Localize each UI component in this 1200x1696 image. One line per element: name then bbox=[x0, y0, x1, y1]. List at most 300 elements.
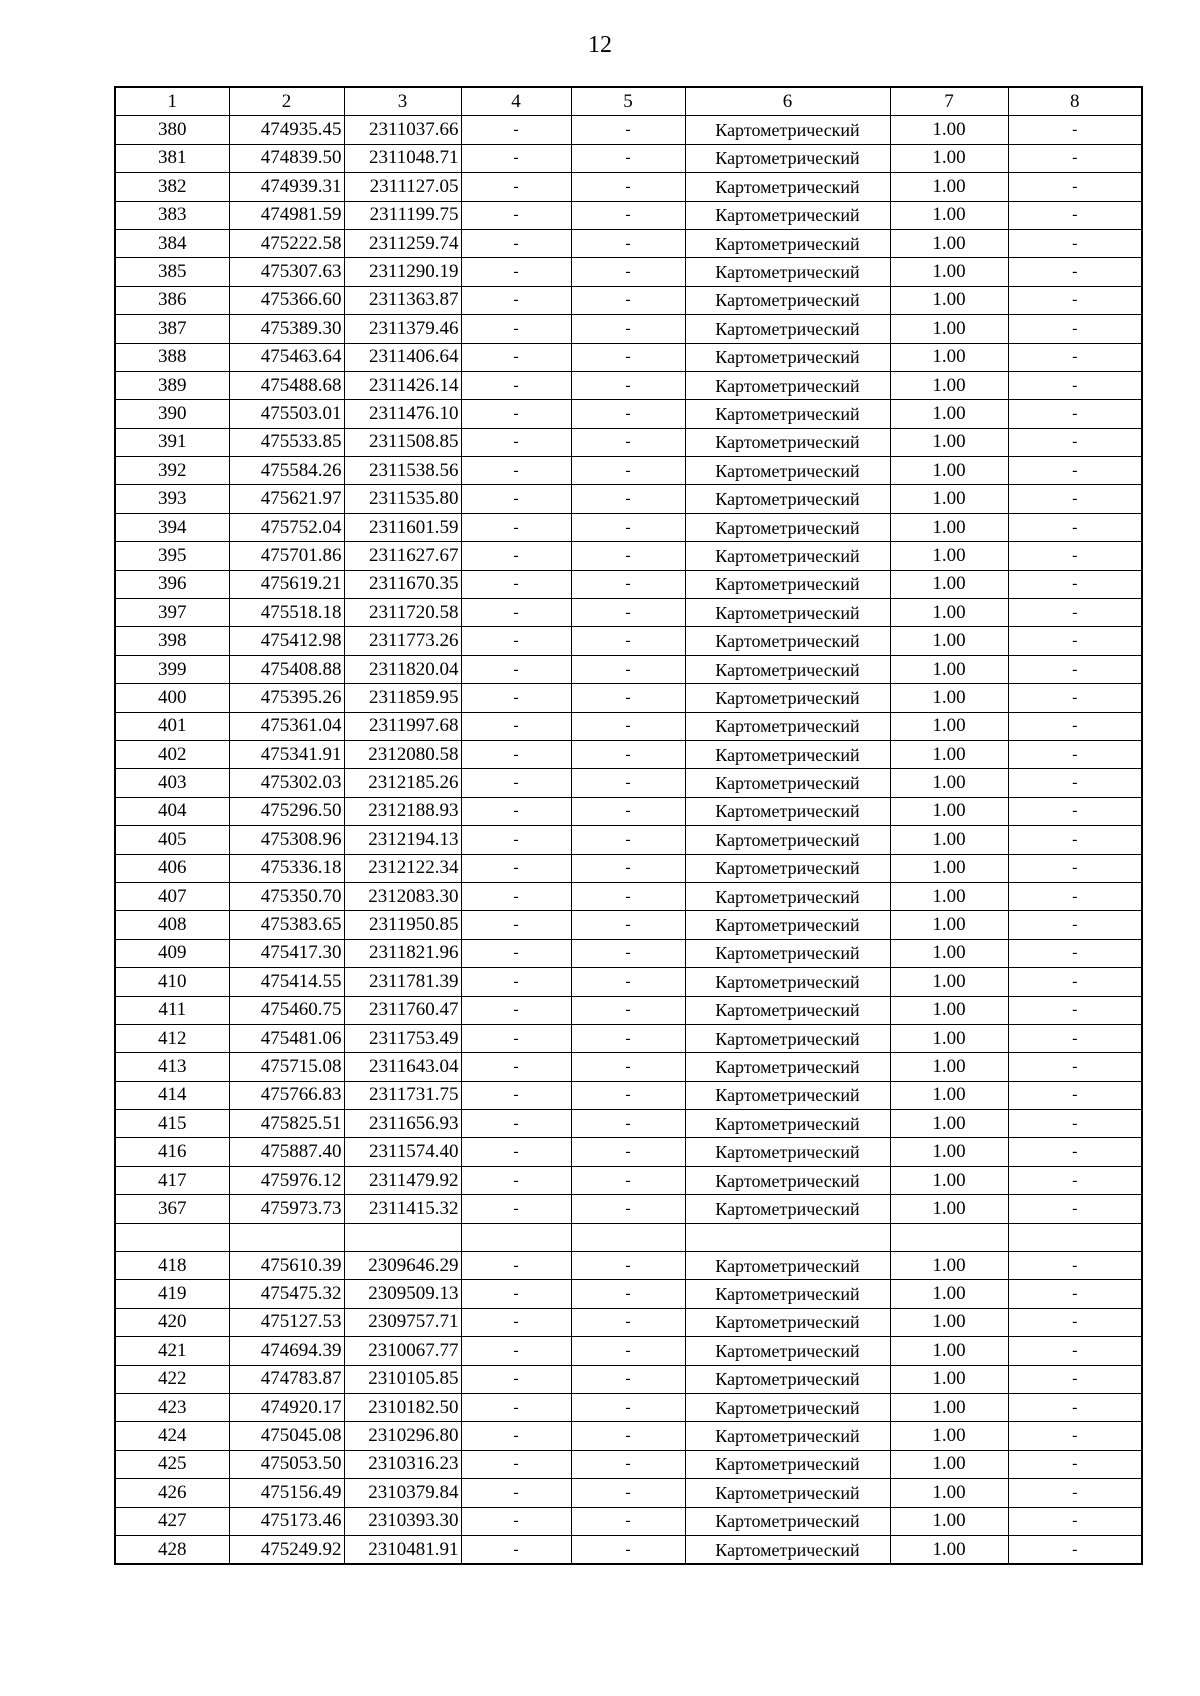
table-row bbox=[115, 229, 1142, 257]
x-coordinate-cell: 475973.73 bbox=[229, 1195, 344, 1223]
method-cell: Картометрический bbox=[685, 201, 890, 229]
col5-cell: - bbox=[571, 229, 685, 257]
accuracy-cell: 1.00 bbox=[890, 1195, 1008, 1223]
x-coordinate-cell: 475976.12 bbox=[229, 1166, 344, 1194]
method-cell: Картометрический bbox=[685, 144, 890, 172]
accuracy-cell: 1.00 bbox=[890, 286, 1008, 314]
method-cell: Картометрический bbox=[685, 854, 890, 882]
point-number-cell: 421 bbox=[115, 1337, 229, 1365]
x-coordinate-cell: 475518.18 bbox=[229, 599, 344, 627]
col8-cell: - bbox=[1008, 1252, 1142, 1280]
y-coordinate-cell: 2311479.92 bbox=[344, 1166, 461, 1194]
accuracy-cell: 1.00 bbox=[890, 570, 1008, 598]
table-row bbox=[115, 315, 1142, 343]
col5-cell: - bbox=[571, 911, 685, 939]
col4-cell: - bbox=[461, 1308, 571, 1336]
col8-cell: - bbox=[1008, 911, 1142, 939]
y-coordinate-cell: 2312083.30 bbox=[344, 882, 461, 910]
col4-cell bbox=[461, 1223, 571, 1251]
method-cell: Картометрический bbox=[685, 882, 890, 910]
col5-cell: - bbox=[571, 570, 685, 598]
method-cell: Картометрический bbox=[685, 968, 890, 996]
table-row bbox=[115, 996, 1142, 1024]
y-coordinate-cell: 2311820.04 bbox=[344, 655, 461, 683]
x-coordinate-cell: 475460.75 bbox=[229, 996, 344, 1024]
column-header: 8 bbox=[1008, 87, 1142, 116]
x-coordinate-cell: 475173.46 bbox=[229, 1507, 344, 1535]
x-coordinate-cell: 475395.26 bbox=[229, 684, 344, 712]
table-row bbox=[115, 343, 1142, 371]
accuracy-cell: 1.00 bbox=[890, 201, 1008, 229]
x-coordinate-cell: 475308.96 bbox=[229, 826, 344, 854]
point-number-cell: 409 bbox=[115, 939, 229, 967]
col8-cell: - bbox=[1008, 740, 1142, 768]
accuracy-cell: 1.00 bbox=[890, 343, 1008, 371]
y-coordinate-cell: 2311753.49 bbox=[344, 1024, 461, 1052]
point-number-cell: 412 bbox=[115, 1024, 229, 1052]
point-number-cell: 395 bbox=[115, 542, 229, 570]
x-coordinate-cell: 475752.04 bbox=[229, 513, 344, 541]
point-number-cell: 417 bbox=[115, 1166, 229, 1194]
y-coordinate-cell: 2311037.66 bbox=[344, 116, 461, 144]
accuracy-cell: 1.00 bbox=[890, 1337, 1008, 1365]
col8-cell bbox=[1008, 1223, 1142, 1251]
col8-cell: - bbox=[1008, 1110, 1142, 1138]
y-coordinate-cell: 2311406.64 bbox=[344, 343, 461, 371]
accuracy-cell: 1.00 bbox=[890, 485, 1008, 513]
col5-cell: - bbox=[571, 1479, 685, 1507]
col5-cell: - bbox=[571, 1507, 685, 1535]
point-number-cell: 383 bbox=[115, 201, 229, 229]
point-number-cell: 424 bbox=[115, 1422, 229, 1450]
y-coordinate-cell: 2311781.39 bbox=[344, 968, 461, 996]
point-number-cell: 420 bbox=[115, 1308, 229, 1336]
col8-cell: - bbox=[1008, 996, 1142, 1024]
col8-cell: - bbox=[1008, 400, 1142, 428]
col4-cell: - bbox=[461, 116, 571, 144]
table-row bbox=[115, 1479, 1142, 1507]
table-row bbox=[115, 1535, 1142, 1564]
col4-cell: - bbox=[461, 173, 571, 201]
col8-cell: - bbox=[1008, 1280, 1142, 1308]
col4-cell: - bbox=[461, 286, 571, 314]
col4-cell: - bbox=[461, 740, 571, 768]
method-cell: Картометрический bbox=[685, 1252, 890, 1280]
col8-cell: - bbox=[1008, 882, 1142, 910]
col8-cell: - bbox=[1008, 1337, 1142, 1365]
y-coordinate-cell: 2310182.50 bbox=[344, 1393, 461, 1421]
method-cell: Картометрический bbox=[685, 655, 890, 683]
y-coordinate-cell: 2309509.13 bbox=[344, 1280, 461, 1308]
col4-cell: - bbox=[461, 911, 571, 939]
table-row bbox=[115, 1365, 1142, 1393]
table-row bbox=[115, 911, 1142, 939]
col8-cell: - bbox=[1008, 457, 1142, 485]
method-cell: Картометрический bbox=[685, 911, 890, 939]
accuracy-cell: 1.00 bbox=[890, 116, 1008, 144]
x-coordinate-cell: 475341.91 bbox=[229, 740, 344, 768]
col8-cell: - bbox=[1008, 655, 1142, 683]
x-coordinate-cell: 474694.39 bbox=[229, 1337, 344, 1365]
col8-cell: - bbox=[1008, 1053, 1142, 1081]
accuracy-cell: 1.00 bbox=[890, 144, 1008, 172]
x-coordinate-cell: 475408.88 bbox=[229, 655, 344, 683]
col4-cell: - bbox=[461, 939, 571, 967]
table-row bbox=[115, 1507, 1142, 1535]
col4-cell: - bbox=[461, 1053, 571, 1081]
x-coordinate-cell: 475350.70 bbox=[229, 882, 344, 910]
point-number-cell: 416 bbox=[115, 1138, 229, 1166]
col4-cell: - bbox=[461, 144, 571, 172]
y-coordinate-cell bbox=[344, 1223, 461, 1251]
col4-cell: - bbox=[461, 570, 571, 598]
accuracy-cell: 1.00 bbox=[890, 1252, 1008, 1280]
accuracy-cell: 1.00 bbox=[890, 1507, 1008, 1535]
table-row bbox=[115, 740, 1142, 768]
table-row bbox=[115, 1195, 1142, 1223]
y-coordinate-cell: 2311601.59 bbox=[344, 513, 461, 541]
col4-cell: - bbox=[461, 1110, 571, 1138]
col8-cell: - bbox=[1008, 826, 1142, 854]
method-cell: Картометрический bbox=[685, 1535, 890, 1564]
col5-cell: - bbox=[571, 740, 685, 768]
col8-cell: - bbox=[1008, 1507, 1142, 1535]
method-cell: Картометрический bbox=[685, 1450, 890, 1478]
col4-cell: - bbox=[461, 1535, 571, 1564]
y-coordinate-cell: 2312194.13 bbox=[344, 826, 461, 854]
table-row bbox=[115, 542, 1142, 570]
col5-cell: - bbox=[571, 1138, 685, 1166]
table-row bbox=[115, 116, 1142, 144]
col8-cell: - bbox=[1008, 1138, 1142, 1166]
x-coordinate-cell bbox=[229, 1223, 344, 1251]
x-coordinate-cell: 475045.08 bbox=[229, 1422, 344, 1450]
col5-cell: - bbox=[571, 1450, 685, 1478]
col4-cell: - bbox=[461, 712, 571, 740]
table-row bbox=[115, 882, 1142, 910]
accuracy-cell: 1.00 bbox=[890, 1024, 1008, 1052]
point-number-cell: 382 bbox=[115, 173, 229, 201]
col8-cell: - bbox=[1008, 769, 1142, 797]
col8-cell: - bbox=[1008, 1450, 1142, 1478]
point-number-cell bbox=[115, 1223, 229, 1251]
point-number-cell: 397 bbox=[115, 599, 229, 627]
col5-cell: - bbox=[571, 968, 685, 996]
y-coordinate-cell: 2310481.91 bbox=[344, 1535, 461, 1564]
y-coordinate-cell: 2309757.71 bbox=[344, 1308, 461, 1336]
y-coordinate-cell: 2311363.87 bbox=[344, 286, 461, 314]
method-cell: Картометрический bbox=[685, 1081, 890, 1109]
col4-cell: - bbox=[461, 542, 571, 570]
y-coordinate-cell: 2310316.23 bbox=[344, 1450, 461, 1478]
x-coordinate-cell: 475296.50 bbox=[229, 797, 344, 825]
x-coordinate-cell: 475383.65 bbox=[229, 911, 344, 939]
accuracy-cell: 1.00 bbox=[890, 684, 1008, 712]
col4-cell: - bbox=[461, 968, 571, 996]
method-cell: Картометрический bbox=[685, 229, 890, 257]
point-number-cell: 404 bbox=[115, 797, 229, 825]
column-header: 7 bbox=[890, 87, 1008, 116]
accuracy-cell: 1.00 bbox=[890, 229, 1008, 257]
col5-cell: - bbox=[571, 173, 685, 201]
x-coordinate-cell: 475366.60 bbox=[229, 286, 344, 314]
col8-cell: - bbox=[1008, 315, 1142, 343]
x-coordinate-cell: 474920.17 bbox=[229, 1393, 344, 1421]
col5-cell: - bbox=[571, 996, 685, 1024]
col8-cell: - bbox=[1008, 116, 1142, 144]
x-coordinate-cell: 475619.21 bbox=[229, 570, 344, 598]
method-cell: Картометрический bbox=[685, 570, 890, 598]
table-header bbox=[115, 87, 1142, 116]
x-coordinate-cell: 475825.51 bbox=[229, 1110, 344, 1138]
column-header: 2 bbox=[229, 87, 344, 116]
point-number-cell: 401 bbox=[115, 712, 229, 740]
col5-cell: - bbox=[571, 1280, 685, 1308]
table-row bbox=[115, 627, 1142, 655]
y-coordinate-cell: 2312122.34 bbox=[344, 854, 461, 882]
y-coordinate-cell: 2311950.85 bbox=[344, 911, 461, 939]
accuracy-cell: 1.00 bbox=[890, 1422, 1008, 1450]
point-number-cell: 419 bbox=[115, 1280, 229, 1308]
method-cell: Картометрический bbox=[685, 457, 890, 485]
y-coordinate-cell: 2311670.35 bbox=[344, 570, 461, 598]
point-number-cell: 387 bbox=[115, 315, 229, 343]
col8-cell: - bbox=[1008, 201, 1142, 229]
col5-cell: - bbox=[571, 428, 685, 456]
table-row bbox=[115, 1252, 1142, 1280]
accuracy-cell: 1.00 bbox=[890, 258, 1008, 286]
col8-cell: - bbox=[1008, 1166, 1142, 1194]
point-number-cell: 391 bbox=[115, 428, 229, 456]
col5-cell bbox=[571, 1223, 685, 1251]
table-row bbox=[115, 797, 1142, 825]
x-coordinate-cell: 475701.86 bbox=[229, 542, 344, 570]
column-header: 4 bbox=[461, 87, 571, 116]
x-coordinate-cell: 475053.50 bbox=[229, 1450, 344, 1478]
col8-cell: - bbox=[1008, 627, 1142, 655]
y-coordinate-cell: 2310105.85 bbox=[344, 1365, 461, 1393]
col5-cell: - bbox=[571, 826, 685, 854]
table-row bbox=[115, 854, 1142, 882]
y-coordinate-cell: 2311997.68 bbox=[344, 712, 461, 740]
col5-cell: - bbox=[571, 485, 685, 513]
col4-cell: - bbox=[461, 826, 571, 854]
col4-cell: - bbox=[461, 627, 571, 655]
accuracy-cell: 1.00 bbox=[890, 400, 1008, 428]
point-number-cell: 407 bbox=[115, 882, 229, 910]
x-coordinate-cell: 475503.01 bbox=[229, 400, 344, 428]
x-coordinate-cell: 475336.18 bbox=[229, 854, 344, 882]
table-row bbox=[115, 599, 1142, 627]
point-number-cell: 418 bbox=[115, 1252, 229, 1280]
method-cell: Картометрический bbox=[685, 343, 890, 371]
method-cell: Картометрический bbox=[685, 286, 890, 314]
method-cell: Картометрический bbox=[685, 1365, 890, 1393]
col4-cell: - bbox=[461, 1337, 571, 1365]
point-number-cell: 400 bbox=[115, 684, 229, 712]
method-cell: Картометрический bbox=[685, 627, 890, 655]
y-coordinate-cell: 2310296.80 bbox=[344, 1422, 461, 1450]
col4-cell: - bbox=[461, 882, 571, 910]
y-coordinate-cell: 2311656.93 bbox=[344, 1110, 461, 1138]
col8-cell: - bbox=[1008, 599, 1142, 627]
point-number-cell: 414 bbox=[115, 1081, 229, 1109]
point-number-cell: 425 bbox=[115, 1450, 229, 1478]
x-coordinate-cell: 475412.98 bbox=[229, 627, 344, 655]
point-number-cell: 408 bbox=[115, 911, 229, 939]
col4-cell: - bbox=[461, 1422, 571, 1450]
x-coordinate-cell: 475475.32 bbox=[229, 1280, 344, 1308]
x-coordinate-cell: 475488.68 bbox=[229, 371, 344, 399]
col8-cell: - bbox=[1008, 1422, 1142, 1450]
x-coordinate-cell: 475766.83 bbox=[229, 1081, 344, 1109]
col5-cell: - bbox=[571, 1337, 685, 1365]
col8-cell: - bbox=[1008, 1365, 1142, 1393]
accuracy-cell: 1.00 bbox=[890, 854, 1008, 882]
table-row bbox=[115, 1450, 1142, 1478]
x-coordinate-cell: 474839.50 bbox=[229, 144, 344, 172]
table-row bbox=[115, 1422, 1142, 1450]
table-row bbox=[115, 1081, 1142, 1109]
point-number-cell: 394 bbox=[115, 513, 229, 541]
col5-cell: - bbox=[571, 882, 685, 910]
x-coordinate-cell: 475361.04 bbox=[229, 712, 344, 740]
method-cell: Картометрический bbox=[685, 684, 890, 712]
accuracy-cell: 1.00 bbox=[890, 1138, 1008, 1166]
col8-cell: - bbox=[1008, 1535, 1142, 1564]
col5-cell: - bbox=[571, 201, 685, 229]
method-cell: Картометрический bbox=[685, 485, 890, 513]
accuracy-cell: 1.00 bbox=[890, 911, 1008, 939]
method-cell: Картометрический bbox=[685, 1053, 890, 1081]
table-row bbox=[115, 144, 1142, 172]
column-header: 5 bbox=[571, 87, 685, 116]
accuracy-cell: 1.00 bbox=[890, 882, 1008, 910]
col8-cell: - bbox=[1008, 1308, 1142, 1336]
y-coordinate-cell: 2311720.58 bbox=[344, 599, 461, 627]
table-row bbox=[115, 428, 1142, 456]
col8-cell: - bbox=[1008, 1024, 1142, 1052]
y-coordinate-cell: 2311508.85 bbox=[344, 428, 461, 456]
table-row bbox=[115, 769, 1142, 797]
method-cell: Картометрический bbox=[685, 428, 890, 456]
col8-cell: - bbox=[1008, 144, 1142, 172]
point-number-cell: 402 bbox=[115, 740, 229, 768]
col4-cell: - bbox=[461, 1138, 571, 1166]
method-cell: Картометрический bbox=[685, 258, 890, 286]
x-coordinate-cell: 475307.63 bbox=[229, 258, 344, 286]
method-cell: Картометрический bbox=[685, 769, 890, 797]
accuracy-cell: 1.00 bbox=[890, 996, 1008, 1024]
table-row bbox=[115, 457, 1142, 485]
col5-cell: - bbox=[571, 286, 685, 314]
accuracy-cell: 1.00 bbox=[890, 740, 1008, 768]
y-coordinate-cell: 2311259.74 bbox=[344, 229, 461, 257]
point-number-cell: 411 bbox=[115, 996, 229, 1024]
accuracy-cell: 1.00 bbox=[890, 826, 1008, 854]
col8-cell: - bbox=[1008, 513, 1142, 541]
y-coordinate-cell: 2311643.04 bbox=[344, 1053, 461, 1081]
col5-cell: - bbox=[571, 797, 685, 825]
table-row bbox=[115, 201, 1142, 229]
method-cell: Картометрический bbox=[685, 826, 890, 854]
y-coordinate-cell: 2311538.56 bbox=[344, 457, 461, 485]
col4-cell: - bbox=[461, 684, 571, 712]
point-number-cell: 393 bbox=[115, 485, 229, 513]
method-cell: Картометрический bbox=[685, 1507, 890, 1535]
col5-cell: - bbox=[571, 769, 685, 797]
accuracy-cell: 1.00 bbox=[890, 1308, 1008, 1336]
col8-cell: - bbox=[1008, 229, 1142, 257]
x-coordinate-cell: 474939.31 bbox=[229, 173, 344, 201]
y-coordinate-cell: 2310379.84 bbox=[344, 1479, 461, 1507]
accuracy-cell: 1.00 bbox=[890, 712, 1008, 740]
col4-cell: - bbox=[461, 315, 571, 343]
x-coordinate-cell: 475249.92 bbox=[229, 1535, 344, 1564]
accuracy-cell: 1.00 bbox=[890, 968, 1008, 996]
col4-cell: - bbox=[461, 854, 571, 882]
y-coordinate-cell: 2311773.26 bbox=[344, 627, 461, 655]
col8-cell: - bbox=[1008, 1195, 1142, 1223]
table-row bbox=[115, 968, 1142, 996]
table-row bbox=[115, 1393, 1142, 1421]
accuracy-cell: 1.00 bbox=[890, 315, 1008, 343]
accuracy-cell: 1.00 bbox=[890, 1166, 1008, 1194]
point-number-cell: 413 bbox=[115, 1053, 229, 1081]
col5-cell: - bbox=[571, 1308, 685, 1336]
page-number: 12 bbox=[588, 32, 612, 58]
col5-cell: - bbox=[571, 1166, 685, 1194]
x-coordinate-cell: 475127.53 bbox=[229, 1308, 344, 1336]
column-header: 1 bbox=[115, 87, 229, 116]
method-cell: Картометрический bbox=[685, 371, 890, 399]
y-coordinate-cell: 2311535.80 bbox=[344, 485, 461, 513]
table-row bbox=[115, 1110, 1142, 1138]
y-coordinate-cell: 2311426.14 bbox=[344, 371, 461, 399]
x-coordinate-cell: 475414.55 bbox=[229, 968, 344, 996]
col4-cell: - bbox=[461, 513, 571, 541]
method-cell: Картометрический bbox=[685, 740, 890, 768]
col5-cell: - bbox=[571, 1195, 685, 1223]
table-row bbox=[115, 1337, 1142, 1365]
x-coordinate-cell: 475533.85 bbox=[229, 428, 344, 456]
point-number-cell: 396 bbox=[115, 570, 229, 598]
x-coordinate-cell: 475715.08 bbox=[229, 1053, 344, 1081]
accuracy-cell: 1.00 bbox=[890, 655, 1008, 683]
col4-cell: - bbox=[461, 1280, 571, 1308]
table-row bbox=[115, 1053, 1142, 1081]
col4-cell: - bbox=[461, 1195, 571, 1223]
y-coordinate-cell: 2312188.93 bbox=[344, 797, 461, 825]
col5-cell: - bbox=[571, 371, 685, 399]
y-coordinate-cell: 2311127.05 bbox=[344, 173, 461, 201]
point-number-cell: 367 bbox=[115, 1195, 229, 1223]
y-coordinate-cell: 2309646.29 bbox=[344, 1252, 461, 1280]
y-coordinate-cell: 2311199.75 bbox=[344, 201, 461, 229]
y-coordinate-cell: 2312185.26 bbox=[344, 769, 461, 797]
col8-cell: - bbox=[1008, 428, 1142, 456]
method-cell: Картометрический bbox=[685, 996, 890, 1024]
point-number-cell: 381 bbox=[115, 144, 229, 172]
point-number-cell: 398 bbox=[115, 627, 229, 655]
col4-cell: - bbox=[461, 1024, 571, 1052]
table-row bbox=[115, 286, 1142, 314]
col5-cell: - bbox=[571, 542, 685, 570]
method-cell: Картометрический bbox=[685, 1393, 890, 1421]
col4-cell: - bbox=[461, 1450, 571, 1478]
method-cell: Картометрический bbox=[685, 173, 890, 201]
table-row bbox=[115, 939, 1142, 967]
